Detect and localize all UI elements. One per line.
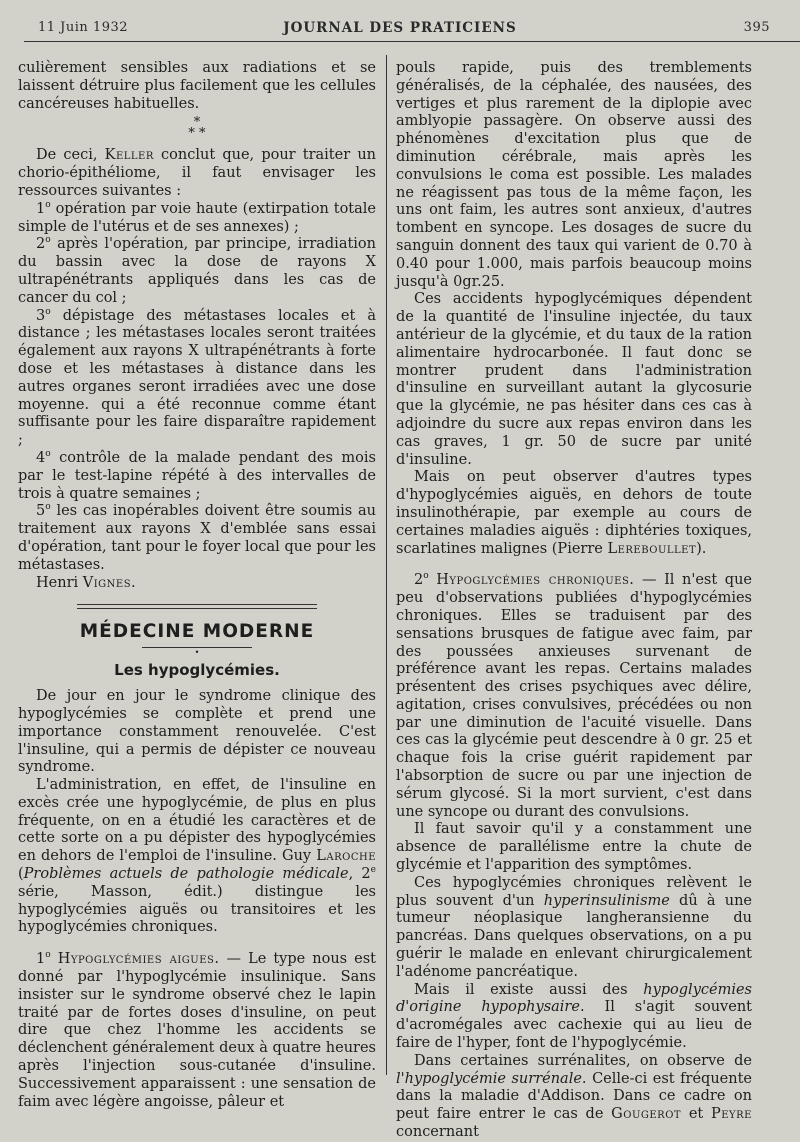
section-asterisks: * * * [188,115,206,142]
header-page-number: 395 [743,20,770,35]
header-journal-title: JOURNAL DES PRATICIENS [283,20,517,36]
subsection-heading: Hypoglycémies aigues. [57,951,220,968]
header-date: 11 Juin 1932 [38,20,129,35]
paragraph: Ces accidents hypoglycémiques dépendent de la quantité de l'insuline injectée, du taux antérieur de la glycémie, et du taux de la ration alimentaire hydrocarbonée. Il faut donc se montrer prudent dans l'administration d'insuline en surveillant autant la glycosurie que la glycémie, ne pas hésiter dans ces cas à adjoindre du sucre aux repas environ dans les cas graves, 1 gr. 50 de sucre par unité d'insuline. [396,291,752,468]
author-name: Laroche [316,848,376,865]
paragraph: pouls rapide, puis des tremblements généralisés, de la céphalée, des nausées, des vertiges et plus rarement de la diplopie avec amblyopie passagère. On observe aussi des phénomènes d'excitation plus que de diminution cérébrale, mais après les convulsions le coma est possible. Les malades ne réagissent pas tous de la même façon, les uns ont faim, les autres sont anxieux, d'autres tombent en syncope. Les dosages de sucre du sanguin donnent des taux qui varient de 0.70 à 0.40 pour 1.000, mais parfois beaucoup moins jusqu'à 0gr.25. [396,60,752,290]
column-divider [386,55,387,1075]
header-rule [24,41,800,42]
author-name: Lereboullet [607,540,697,557]
paragraph: 2$^o$ Hypoglycémies chroniques. — Il n'est que peu d'observations publiées d'hypoglycémies chroniques. Elles se traduisent par des sensations brusques de fatigue avec faim, par des poussées anxieuses survenant de préférence avant les repas. Certains malades présentent des crises psychiques avec délire, agitation, crises convulsives, précédées ou non par une diminution de l'acuité visuelle. Dans ces cas la glycémie peut descendre à 0 gr. 25 et chaque fois la crise guérit rapidement par l'absorption de sucre ou par une injection de sérum glycosé. Si la mort survient, c'est dans une syncope ou durant des convulsions. [396,571,752,820]
paragraph: Ces hypoglycémies chroniques relèvent le plus souvent d'un hyperinsulinisme dû à une tumeur néoplasique langheransienne du pancréas. Dans quelques observations, on a pu guérir le malade en enlevant chirurgicalement l'adénome pancréatique. [396,874,752,980]
paragraph: Mais il existe aussi des hypoglycémies d'origine hypophysaire. Il s'agit souvent d'acromégales avec cachexie qui au lieu de faire de l'hyper, font de l'hypoglycémie. [396,981,752,1052]
section-heading: MÉDECINE MODERNE [79,621,315,643]
list-item: 3$^o$ dépistage des métastases locales et à distance ; les métastases locales seront traitées également aux rayons X ultrapénétrants à forte dose et les métastases à distance dans les autres organes seront irradiées avec une dose moyenne. qui a été reconnue comme étant suffisante pour les faire disparaître rapidement ; [18,306,376,449]
paragraph: Il faut savoir qu'il y a constamment une absence de parallélisme entre la chute de glycémie et l'apparition des symptômes. [396,821,752,874]
subsection-heading: Hypoglycémies chroniques. [436,572,635,589]
signature: Henri Vignes. [36,574,137,591]
section-dot: • [194,648,200,658]
paragraph: culièrement sensibles aux radiations et se laissent détruire plus facilement que les cellules cancéreuses habituelles. [18,60,376,112]
list-item: 1$^o$ opération par voie haute (extirpation totale simple de l'utérus et de ses annexes) ; [18,199,377,235]
section-double-rule [77,604,317,609]
author-name: Keller [104,147,154,164]
paragraph: L'administration, en effet, de l'insuline en excès crée une hypoglycémie, de plus en plus fréquente, on en a étudié les caractères et de cette sorte on a pu dépister des hypoglycémies en dehors de l'emploi de l'insuline. Guy Laroche (Problèmes actuels de pathologie médicale, 2e série, Masson, édit.) distingue les hypoglycémies aiguës ou transitoires et les hypoglycémies chroniques. [18,777,376,936]
left-column [18,60,376,1111]
book-title: Problèmes actuels de pathologie médicale [23,866,349,883]
list-item: 2$^o$ après l'opération, par principe, irradiation du bassin avec la dose de rayons X ultrapénétrants appliqués dans les cas de cancer du col ; [18,235,376,306]
author-name: Peyre [711,1106,752,1123]
paragraph: Mais on peut observer d'autres types d'hypoglycémies aiguës, en dehors de toute insulinothérapie, par exemple au cours de certaines maladies aiguës : diphtéries toxiques, scarlatines malignes (Pierre Lereboullet). [396,469,752,557]
right-column [396,60,752,1142]
paragraph: 1$^o$ Hypoglycémies aigues. — Le type nous est donné par l'hypoglycémie insulinique. Sans insister sur le syndrome observé chez le lapin traité par de fortes doses d'insuline, on peut dire que chez l'homme les accidents se déclenchent généralement deux à quatre heures après l'injection sous-cutanée d'insuline. Successivement apparaissent : une sensation de faim avec légère angoisse, pâleur et [18,950,376,1110]
author-name: Gougerot [611,1106,682,1123]
article-title: Les hypoglycémies. [114,661,280,680]
list-item: 4$^o$ contrôle de la malade pendant des mois par le test-lapine répété à des intervalles de trois à quatre semaines ; [18,449,376,502]
paragraph: Dans certaines surrénalites, on observe de l'hypoglycémie surrénale. Celle-ci est fréquente dans la maladie d'Addison. Dans ce cadre on peut faire entrer le cas de Gougerot et Peyre concernant [396,1052,753,1141]
paragraph: De ceci, Keller conclut que, pour traiter un chorio-épithéliome, il faut envisager les ressources suivantes : [18,147,376,199]
list-item: 5$^o$ les cas inopérables doivent être soumis au traitement aux rayons X d'emblée sans essai d'opération, tant pour le foyer local que pour les métastases. [18,502,377,573]
paragraph: De jour en jour le syndrome clinique des hypoglycémies se complète et prend une importance constamment renouvelée. C'est l'insuline, qui a permis de dépister ce nouveau syndrome. [18,688,376,776]
